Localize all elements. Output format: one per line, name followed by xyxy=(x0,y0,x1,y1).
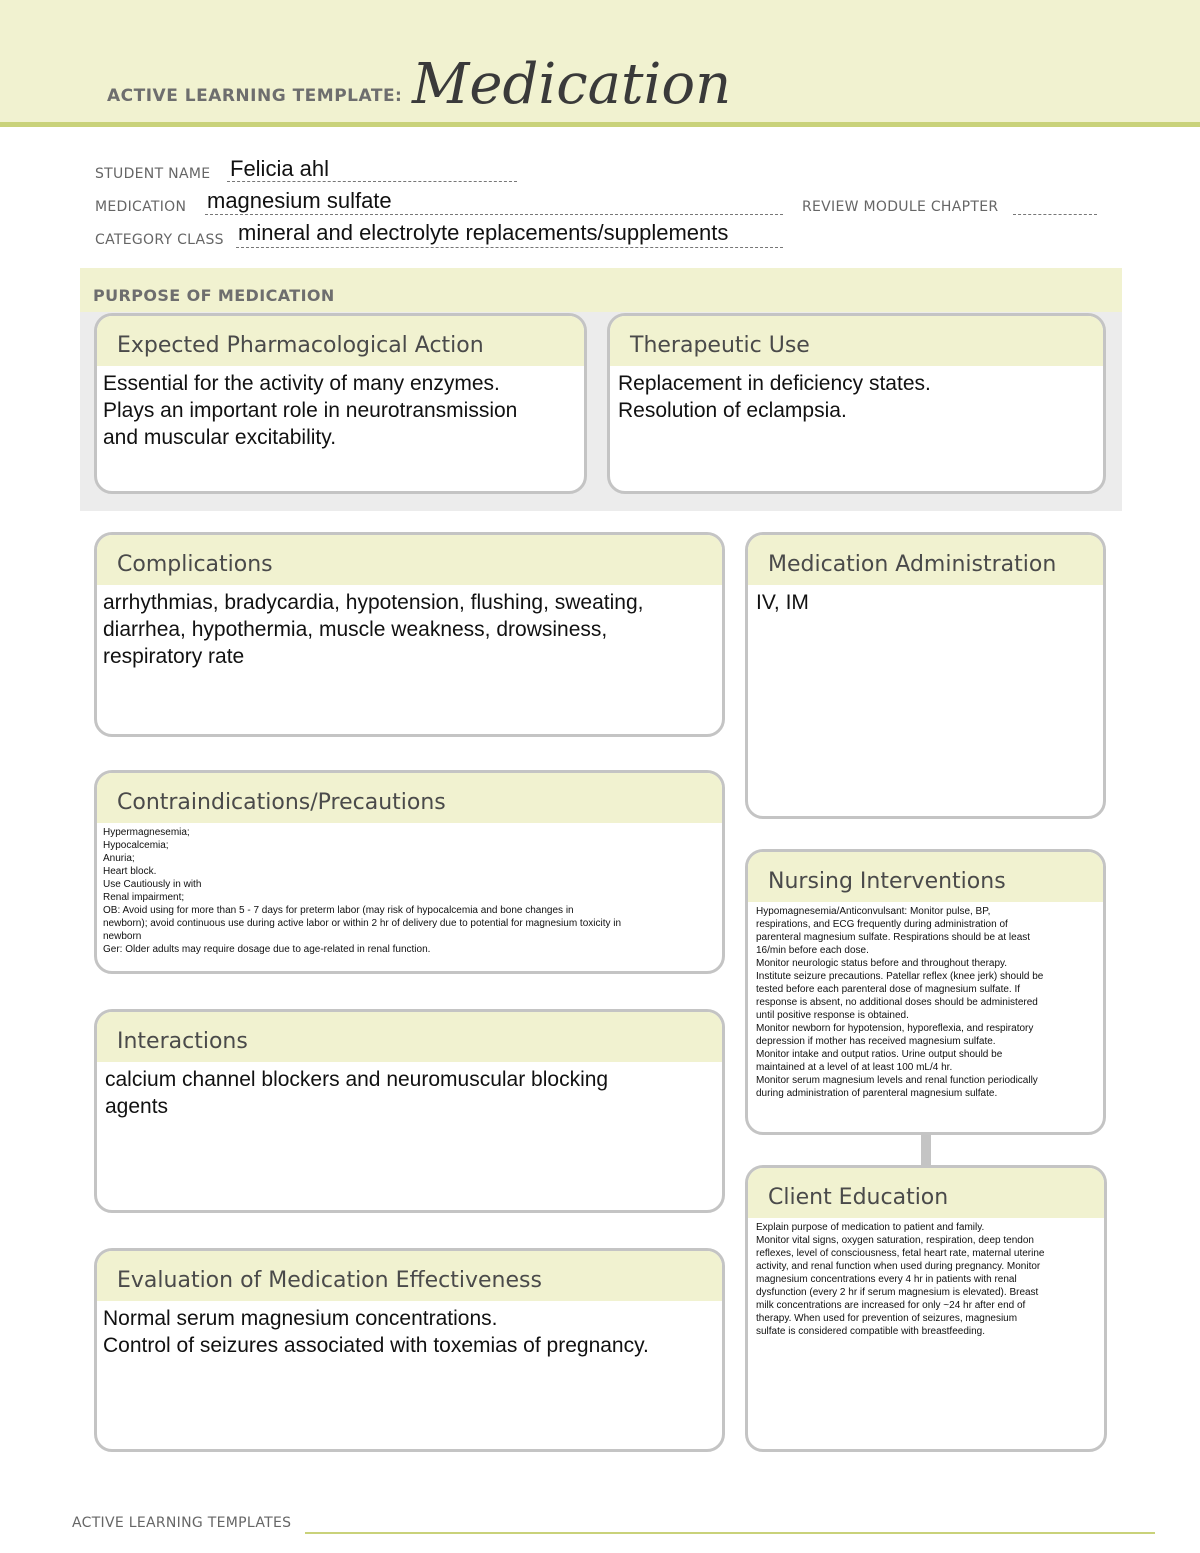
category-class-label: CATEGORY CLASS xyxy=(95,232,224,248)
contraindications-text[interactable] xyxy=(97,823,722,956)
expected-action-box xyxy=(94,313,587,494)
text-line: newborn); avoid continuous use during active labor or within 2 hr of delivery due to potential for magnesium toxicity in xyxy=(103,918,622,929)
text-line: arrhythmias, bradycardia, hypotension, flushing, sweating, xyxy=(103,591,644,614)
header-rule xyxy=(0,122,1200,127)
text-line: Resolution of eclampsia. xyxy=(618,399,847,422)
text-line: Hypomagnesemia/Anticonvulsant: Monitor pulse, BP, xyxy=(756,906,991,917)
text-line: maintained at a level of at least 100 mL/4 hr. xyxy=(756,1062,953,1073)
text-line: and muscular excitability. xyxy=(103,426,337,449)
complications-text[interactable] xyxy=(97,585,722,670)
therapeutic-use-text[interactable] xyxy=(610,366,1103,424)
text-line: Control of seizures associated with toxemias of pregnancy. xyxy=(103,1334,649,1357)
text-line: magnesium concentrations every 4 hr in patients with renal xyxy=(756,1274,1017,1285)
text-line: milk concentrations are increased for only ~24 hr after end of xyxy=(756,1300,1026,1311)
text-line: activity, and renal function when used during pregnancy. Monitor xyxy=(756,1261,1041,1272)
expected-action-title: Expected Pharmacological Action xyxy=(97,316,584,366)
administration-text[interactable] xyxy=(748,585,1103,616)
review-module-line xyxy=(1013,199,1097,215)
text-line: newborn xyxy=(103,931,142,942)
text-line: Renal impairment; xyxy=(103,892,185,903)
student-name-field[interactable]: Felicia ahl xyxy=(230,156,330,181)
text-line: Institute seizure precautions. Patellar reflex (knee jerk) should be xyxy=(756,971,1044,982)
text-line: Plays an important role in neurotransmission xyxy=(103,399,518,422)
text-line: Monitor vital signs, oxygen saturation, respiration, deep tendon xyxy=(756,1235,1034,1246)
text-line: Replacement in deficiency states. xyxy=(618,372,931,395)
text-line: respiratory rate xyxy=(103,645,245,668)
text-line: Explain purpose of medication to patient and family. xyxy=(756,1222,985,1233)
text-line: diarrhea, hypothermia, muscle weakness, drowsiness, xyxy=(103,618,608,641)
text-line: Hypermagnesemia; xyxy=(103,827,190,838)
footer-rule xyxy=(305,1532,1155,1534)
interactions-title: Interactions xyxy=(97,1012,722,1062)
student-name-label: STUDENT NAME xyxy=(95,166,211,182)
nursing-interventions-title: Nursing Interventions xyxy=(748,852,1103,902)
administration-title: Medication Administration xyxy=(748,535,1103,585)
contraindications-box xyxy=(94,770,725,974)
text-line: OB: Avoid using for more than 5 - 7 days for preterm labor (may risk of hypocalcemia and bone changes in xyxy=(103,905,574,916)
interactions-box xyxy=(94,1009,725,1213)
nursing-interventions-box xyxy=(745,849,1106,1135)
footer-label: ACTIVE LEARNING TEMPLATES xyxy=(72,1515,292,1531)
client-education-title: Client Education xyxy=(748,1168,1104,1218)
nursing-interventions-text[interactable] xyxy=(748,902,1103,1100)
evaluation-title: Evaluation of Medication Effectiveness xyxy=(97,1251,722,1301)
expected-action-text[interactable] xyxy=(97,366,584,451)
complications-box xyxy=(94,532,725,737)
evaluation-text[interactable] xyxy=(97,1301,722,1359)
text-line: Hypocalcemia; xyxy=(103,840,169,851)
connector-bar xyxy=(921,1134,931,1166)
text-line: 16/min before each dose. xyxy=(756,945,869,956)
interactions-text[interactable] xyxy=(97,1062,722,1120)
complications-title: Complications xyxy=(97,535,722,585)
text-line: reflexes, level of consciousness, fetal heart rate, maternal uterine xyxy=(756,1248,1045,1259)
client-education-text[interactable] xyxy=(748,1218,1104,1338)
medication-label: MEDICATION xyxy=(95,199,187,215)
therapeutic-use-box xyxy=(607,313,1106,494)
text-line: Anuria; xyxy=(103,853,135,864)
evaluation-box xyxy=(94,1248,725,1452)
text-line: calcium channel blockers and neuromuscular blocking xyxy=(105,1068,609,1091)
text-line: sulfate is considered compatible with breastfeeding. xyxy=(756,1326,986,1337)
text-line: Monitor newborn for hypotension, hyporeflexia, and respiratory xyxy=(756,1023,1034,1034)
text-line: tested before each parenteral dose of magnesium sulfate. If xyxy=(756,984,1021,995)
text-line: during administration of parenteral magnesium sulfate. xyxy=(756,1088,998,1099)
page-title: Medication xyxy=(412,52,732,117)
text-line: parenteral magnesium sulfate. Respirations should be at least xyxy=(756,932,1031,943)
therapeutic-use-title: Therapeutic Use xyxy=(610,316,1103,366)
category-class-field[interactable]: mineral and electrolyte replacements/supplements xyxy=(238,220,729,245)
text-line: therapy. When used for prevention of seizures, magnesium xyxy=(756,1313,1018,1324)
text-line: response is absent, no additional doses should be administered xyxy=(756,997,1038,1008)
text-line: respirations, and ECG frequently during administration of xyxy=(756,919,1008,930)
text-line: Essential for the activity of many enzymes. xyxy=(103,372,500,395)
text-line: agents xyxy=(105,1095,169,1118)
text-line: Normal serum magnesium concentrations. xyxy=(103,1307,498,1330)
text-line: until positive response is obtained. xyxy=(756,1010,909,1021)
client-education-box xyxy=(745,1165,1107,1452)
review-module-label: REVIEW MODULE CHAPTER xyxy=(802,199,999,215)
administration-box xyxy=(745,532,1106,819)
purpose-title: PURPOSE OF MEDICATION xyxy=(93,286,335,305)
contraindications-title: Contraindications/Precautions xyxy=(97,773,722,823)
text-line: Monitor serum magnesium levels and renal function periodically xyxy=(756,1075,1038,1086)
text-line: depression if mother has received magnesium sulfate. xyxy=(756,1036,996,1047)
text-line: Monitor intake and output ratios. Urine output should be xyxy=(756,1049,1003,1060)
medication-field[interactable]: magnesium sulfate xyxy=(207,188,392,213)
text-line: Monitor neurologic status before and throughout therapy. xyxy=(756,958,1008,969)
template-label: ACTIVE LEARNING TEMPLATE: xyxy=(107,86,403,106)
text-line: Use Cautiously in with xyxy=(103,879,202,890)
text-line: IV, IM xyxy=(756,591,809,614)
text-line: Heart block. xyxy=(103,866,157,877)
text-line: dysfunction (every 2 hr if serum magnesium is elevated). Breast xyxy=(756,1287,1039,1298)
text-line: Ger: Older adults may require dosage due to age-related in renal function. xyxy=(103,944,431,955)
